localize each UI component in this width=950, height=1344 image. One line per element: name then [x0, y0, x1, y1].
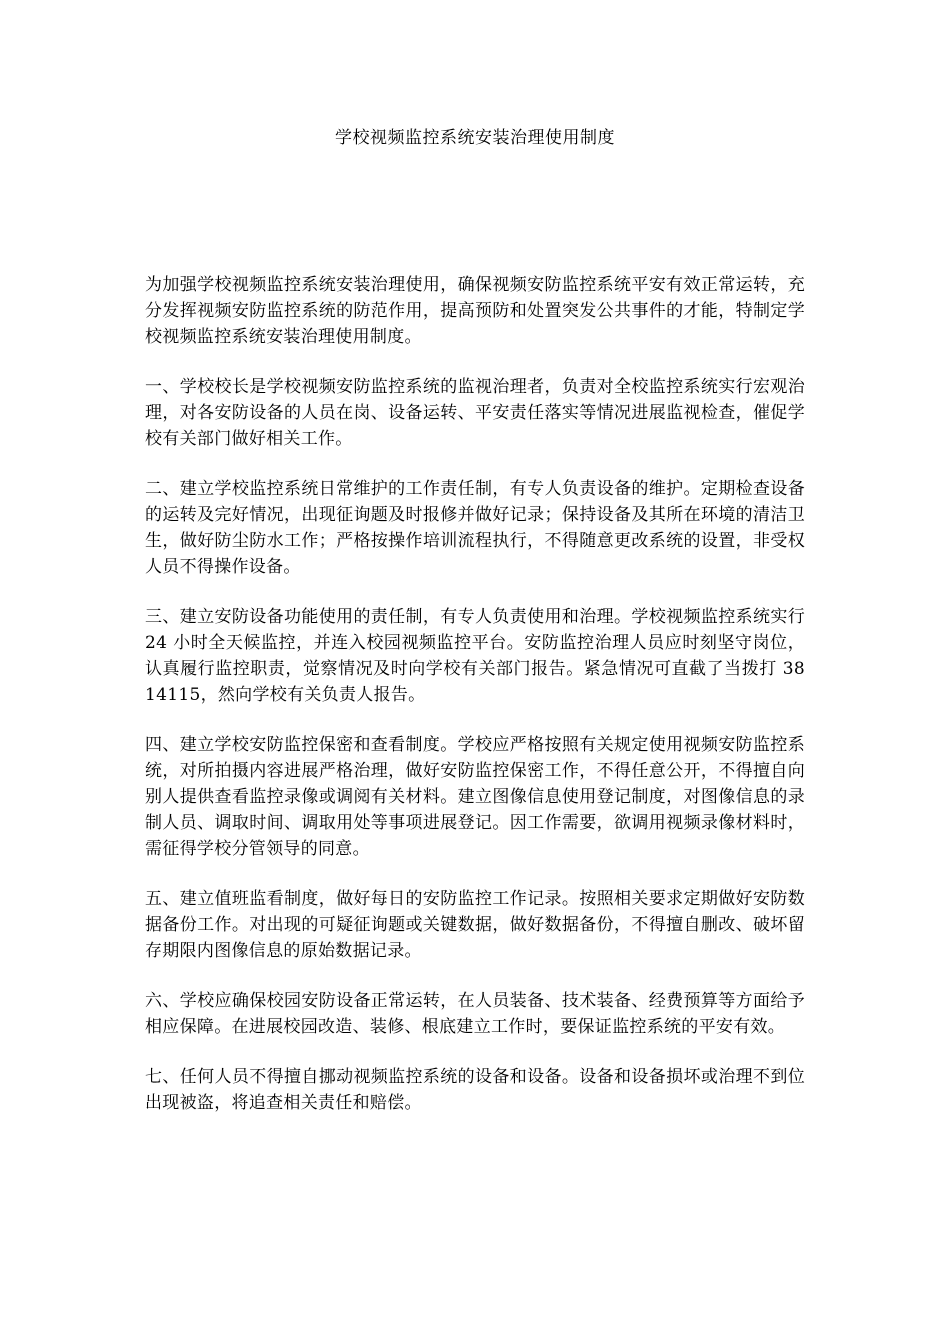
paragraph-1: 一、学校校长是学校视频安防监控系统的监视治理者，负责对全校监控系统实行宏观治理，对各安防设备的人员在岗、设备运转、平安责任落实等情况进展监视检查，催促学校有关部门做好相关工作。	[145, 377, 805, 449]
paragraph-2: 二、建立学校监控系统日常维护的工作责任制，有专人负责设备的维护。定期检查设备的运转及完好情况，出现征询题及时报修并做好记录；保持设备及其所在环境的清洁卫生，做好防尘防水工作；严格按操作培训流程执行，不得随意更改系统的设置，非受权人员不得操作设备。	[145, 479, 805, 577]
document-title: 学校视频监控系统安装治理使用制度	[335, 128, 615, 148]
paragraph-3: 三、建立安防设备功能使用的责任制，有专人负责使用和治理。学校视频监控系统实行 24 小时全天候监控，并连入校园视频监控平台。安防监控治理人员应时刻坚守岗位，认真履行监控职责，觉察情况及时向学校有关部门报告。紧急情况可直截了当拨打 3814115，然向学校有关负责人报告。	[145, 607, 805, 705]
paragraph-7: 七、任何人员不得擅自挪动视频监控系统的设备和设备。设备和设备损坏或治理不到位出现被盗，将追查相关责任和赔偿。	[145, 1067, 805, 1113]
paragraph-6: 六、学校应确保校园安防设备正常运转，在人员装备、技术装备、经费预算等方面给予相应保障。在进展校园改造、装修、根底建立工作时，要保证监控系统的平安有效。	[145, 991, 805, 1037]
paragraph-4: 四、建立学校安防监控保密和查看制度。学校应严格按照有关规定使用视频安防监控系统，对所拍摄内容进展严格治理，做好安防监控保密工作，不得任意公开，不得擅自向别人提供查看监控录像或调阅有关材料。建立图像信息使用登记制度，对图像信息的录制人员、调取时间、调取用处等事项进展登记。因工作需要，欲调用视频录像材料时，需征得学校分管领导的同意。	[145, 735, 805, 859]
document-body	[145, 272, 805, 1140]
intro-paragraph: 为加强学校视频监控系统安装治理使用，确保视频安防监控系统平安有效正常运转，充分发挥视频安防监控系统的防范作用，提高预防和处置突发公共事件的才能，特制定学校视频监控系统安装治理使用制度。	[145, 275, 805, 347]
paragraph-5: 五、建立值班监看制度，做好每日的安防监控工作记录。按照相关要求定期做好安防数据备份工作。对出现的可疑征询题或关键数据，做好数据备份，不得擅自删改、破坏留存期限内图像信息的原始数据记录。	[145, 889, 805, 961]
